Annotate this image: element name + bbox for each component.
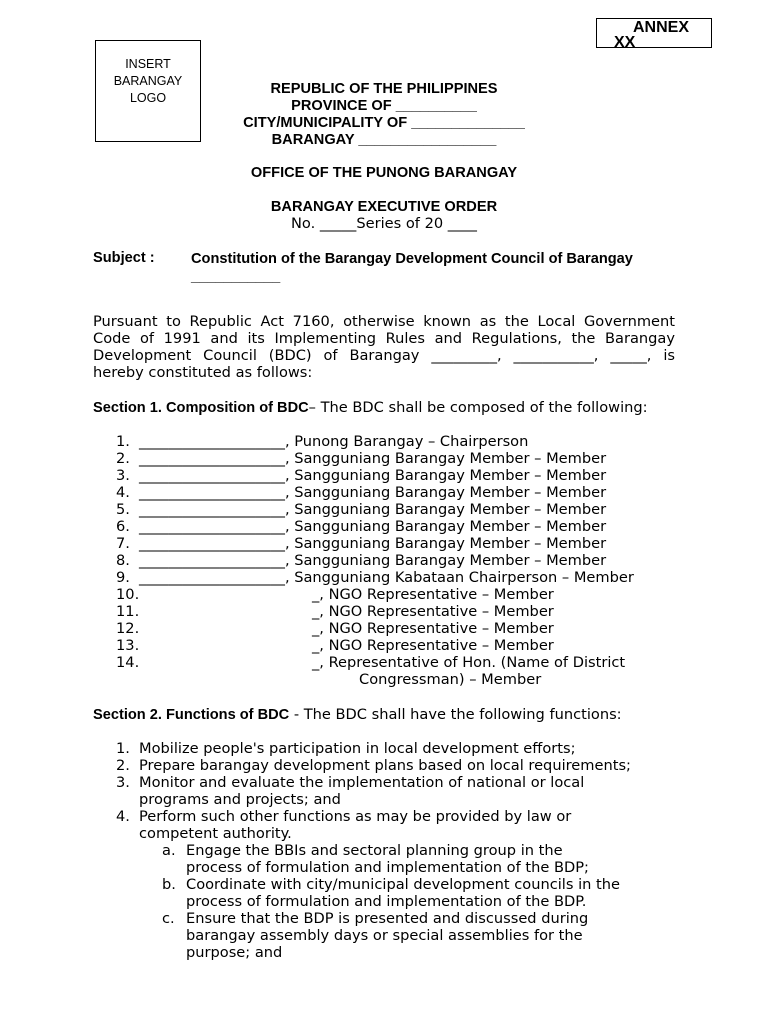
- list-item: 3. ____________________, Sangguniang Barangay Member – Member: [116, 467, 607, 484]
- logo-text-line1: INSERT: [125, 57, 171, 71]
- list-item: 7. ____________________, Sangguniang Barangay Member – Member: [116, 535, 607, 552]
- header-barangay: BARANGAY _________________: [271, 132, 497, 148]
- subject-text: [191, 250, 671, 286]
- list-item: 8. ____________________, Sangguniang Barangay Member – Member: [116, 552, 607, 569]
- list-item: 11. _, NGO Representative – Member: [116, 603, 554, 620]
- logo-text-line2: BARANGAY: [113, 74, 183, 88]
- section2-text: - The BDC shall have the following functions:: [289, 706, 622, 723]
- list-item: 13. _, NGO Representative – Member: [116, 637, 554, 654]
- intro-line3: Development Council (BDC) of Barangay _________, ___________, _____, is: [93, 347, 675, 364]
- list-item: 14. _, Representative of Hon. (Name of District: [116, 654, 626, 671]
- list-item: 10. _, NGO Representative – Member: [116, 586, 554, 603]
- header-city: CITY/MUNICIPALITY OF ______________: [243, 115, 525, 131]
- section2-title: Section 2. Functions of BDC: [93, 707, 290, 723]
- header-republic: REPUBLIC OF THE PHILIPPINES: [270, 81, 498, 97]
- section1-heading: [93, 399, 648, 417]
- header-province: PROVINCE OF __________: [291, 98, 477, 114]
- order-title: BARANGAY EXECUTIVE ORDER: [270, 199, 498, 215]
- list-item: 5. ____________________, Sangguniang Barangay Member – Member: [116, 501, 607, 518]
- list-item: 2. ____________________, Sangguniang Barangay Member – Member: [116, 450, 607, 467]
- annex-label: ANNEX: [633, 19, 690, 36]
- annex-number: XX: [614, 34, 636, 51]
- intro-line2: Code of 1991 and its Implementing Rules and Regulations, the Barangay: [93, 330, 675, 347]
- section1-text: – The BDC shall be composed of the following:: [308, 399, 648, 416]
- list-item: 6. ____________________, Sangguniang Barangay Member – Member: [116, 518, 607, 535]
- subject-line2: ___________: [191, 269, 281, 285]
- subject-line1: Constitution of the Barangay Development Council of Barangay: [191, 251, 633, 267]
- subject-label: Subject :: [93, 250, 155, 266]
- logo-text-line3: LOGO: [129, 91, 167, 105]
- list-item: 4. ____________________, Sangguniang Barangay Member – Member: [116, 484, 607, 501]
- intro-line4: hereby constituted as follows:: [93, 364, 313, 381]
- section1-title: Section 1. Composition of BDC: [93, 400, 309, 416]
- list-item: 1. ____________________, Punong Barangay – Chairperson: [116, 433, 529, 450]
- order-number: No. _____Series of 20 ____: [291, 215, 477, 232]
- list-item-continuation: Congressman) – Member: [359, 671, 542, 688]
- list-item: 12. _, NGO Representative – Member: [116, 620, 554, 637]
- section2-heading: [93, 706, 622, 724]
- intro-paragraph: [93, 313, 675, 381]
- list-item: 9. ____________________, Sangguniang Kabataan Chairperson – Member: [116, 569, 634, 586]
- header-office: OFFICE OF THE PUNONG BARANGAY: [250, 165, 518, 181]
- intro-line1: Pursuant to Republic Act 7160, otherwise known as the Local Government: [93, 313, 675, 330]
